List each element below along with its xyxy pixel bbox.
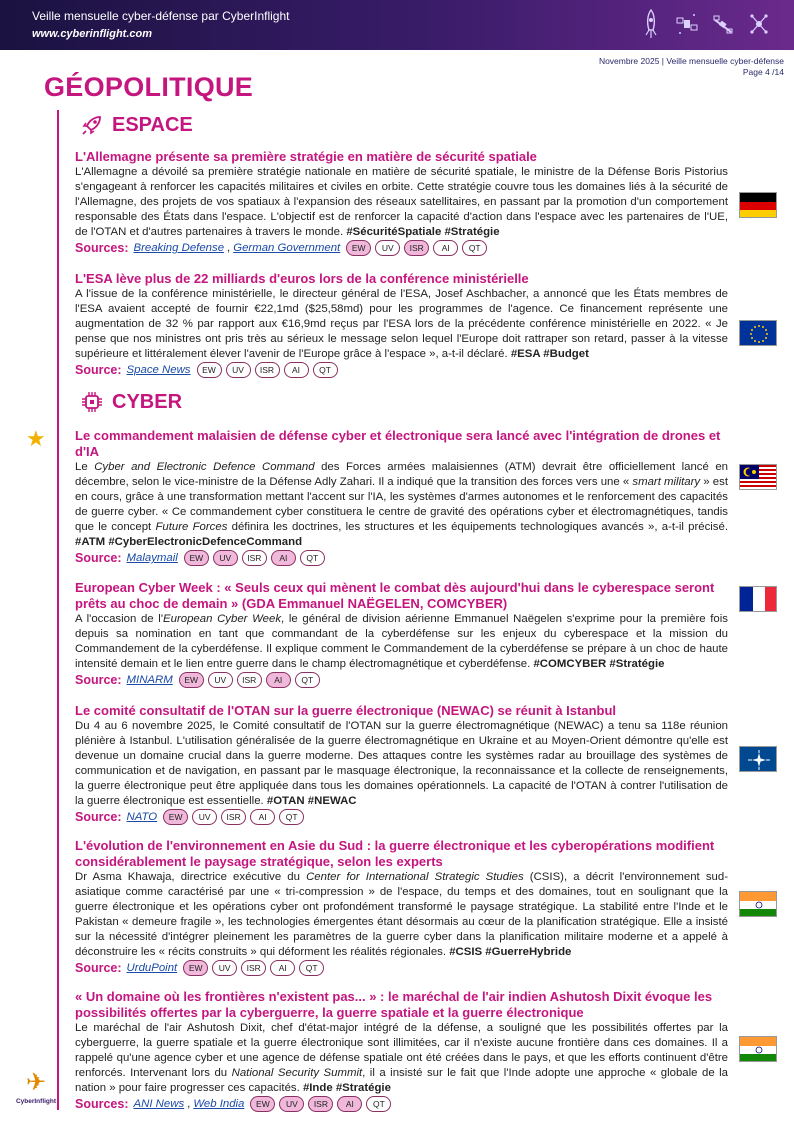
section-header-espace	[80, 113, 193, 137]
tag-ew: EW	[163, 809, 188, 825]
tag-uv: UV	[192, 809, 217, 825]
article	[75, 989, 728, 1112]
rocket-icon	[80, 113, 104, 137]
flag-malaysia	[739, 464, 777, 490]
sources-label: Sources:	[75, 241, 129, 255]
article-title: Le commandement malaisien de défense cyber et électronique sera lancé avec l'intégration de drones et d'IA	[75, 428, 721, 459]
article-sources	[75, 550, 728, 566]
tag-group	[179, 672, 320, 688]
flag-germany	[739, 192, 777, 218]
network-icon	[748, 8, 770, 40]
source-link[interactable]: Breaking Defense	[133, 242, 225, 254]
article-body: L'Allemagne a dévoilé sa première stratégie nationale en matière de sécurité spatiale, le ministre de la Défense Boris Pistorius s'engageant à renforcer les capacités militaires et civiles en orbite. Cette stratégie couvre tous les domaines liés à la sécurité de l'Allemagne, des projets de vos spatiaux à l'expansion des réseaux satellitaires, en passant par la promotion d'un comportement responsable des États dans l'espace. L'objectif est de renforcer la capacité d'action dans l'espace avec les partenaires de l'UE, de l'OTAN et d'autres partenaires à travers le monde. #SécuritéSpatiale #Stratégie	[75, 166, 728, 238]
header-title: Veille mensuelle cyber-défense par CyberInflight	[32, 9, 290, 23]
tag-qt: QT	[279, 809, 304, 825]
article-body: Le Cyber and Electronic Defence Command des Forces armées malaisiennes (ATM) devrait être officiellement lancé en décembre, selon le vice-ministre de la Défense Adly Zahari. Il a indiqué que la transition des forces vers une « smart military » est en cours, grâce à une transformation mettant l'accent sur l'IA, les systèmes d'armes autonomes et le renforcement des capacités de guerre cyber. « Ce commandement cyber constituera le centre de gravité des opérations cyber et électromagnétiques, tandis que le concept Future Forces définira les doctrines, les structures et les équipements technologiques avancés », a-t-il précisé. #ATM #CyberElectronicDefenceCommand	[75, 461, 729, 548]
tag-ew: EW	[179, 672, 204, 688]
source-link[interactable]: NATO	[126, 811, 158, 823]
tag-isr: ISR	[241, 960, 266, 976]
tag-group	[346, 240, 487, 256]
tag-ew: EW	[184, 550, 209, 566]
article-title: « Un domaine où les frontières n'existent pas... » : le maréchal de l'air indien Ashutosh Dixit évoque les possibilités offertes par la cyberguerre, la guerre spatiale et la guerre électronique	[75, 989, 713, 1020]
tag-ai: AI	[271, 550, 296, 566]
tag-qt: QT	[295, 672, 320, 688]
tag-qt: QT	[462, 240, 487, 256]
star-icon: ★	[26, 426, 46, 451]
source-link[interactable]: Web India	[193, 1098, 245, 1110]
article-body: Dr Asma Khawaja, directrice exécutive du Center for International Strategic Studies (CSIS), a décrit l'environnement sud-asiatique comme caractérisé par une « tri-compression » de l'espace, du temps et des domaines, tout en soulignant que la guerre électronique et les opérations cyber ont profondément transformé le paysage stratégique. La stabilité entre l'Inde et le Pakistan « demeure fragile », les technologies émergentes étant désormais au cœur de la planification stratégique. Elle a insisté sur la nécessité d'intégrer pleinement les paramètres de la guerre cyber dans la planification militaire moderne et a appelé à déconstruire les « récits construits » qui déforment les réalités régionales. #CSIS #GuerreHybride	[75, 871, 728, 958]
tag-qt: QT	[313, 362, 338, 378]
source-link[interactable]: MINARM	[126, 674, 173, 686]
source-link[interactable]: German Government	[233, 242, 341, 254]
header-icons	[640, 8, 770, 40]
tag-isr: ISR	[242, 550, 267, 566]
tag-ai: AI	[433, 240, 458, 256]
tag-group	[197, 362, 338, 378]
source-link[interactable]: ANI News	[133, 1098, 185, 1110]
article	[75, 428, 728, 566]
tag-uv: UV	[375, 240, 400, 256]
sources-label: Source:	[75, 673, 122, 687]
article	[75, 580, 728, 688]
tag-qt: QT	[299, 960, 324, 976]
satellite-dish-icon	[712, 8, 734, 40]
source-link[interactable]: Malaymail	[126, 552, 178, 564]
tag-uv: UV	[226, 362, 251, 378]
header-url[interactable]: www.cyberinflight.com	[32, 28, 152, 40]
article-body: A l'issue de la conférence ministérielle, le directeur général de l'ESA, Josef Aschbacher, a annoncé que les États membres de l'ESA avaient accepté de fournir €22,1md ($25,58md) pour les programmes de l'agence. Ce financement représente une augmentation de 32 % par rapport aux €16,9md reçus par l'ESA lors de la précédente conférence ministérielle en 2022. « Je pense que nos ministres ont pris très au sérieux le message selon lequel l'Europe doit rattraper son retard, passer à la vitesse supérieure et littéralement élever l'avenir de l'Europe grâce à l'espace », a-t-il déclaré. #ESA #Budget	[75, 288, 728, 360]
article	[75, 149, 728, 256]
section-header-cyber	[80, 390, 182, 414]
page-meta	[599, 56, 784, 78]
tag-ew: EW	[346, 240, 371, 256]
tag-ai: AI	[270, 960, 295, 976]
article-title: L'évolution de l'environnement en Asie du Sud : la guerre électronique et les cyberopérations modifient considérablement le paysage stratégique, selon les experts	[75, 838, 715, 869]
tag-group	[184, 550, 325, 566]
article-sources	[75, 960, 728, 976]
satellite-icon	[676, 8, 698, 40]
article-title: Le comité consultatif de l'OTAN sur la guerre électronique (NEWAC) se réunit à Istanbul	[75, 703, 616, 718]
sources-label: Source:	[75, 810, 122, 824]
article-sources	[75, 809, 728, 825]
article-sources	[75, 1096, 728, 1112]
tag-ai: AI	[284, 362, 309, 378]
article-sources	[75, 672, 728, 688]
sources-label: Sources:	[75, 1097, 129, 1111]
source-link[interactable]: Space News	[126, 364, 191, 376]
article	[75, 271, 728, 378]
flag-india	[739, 1036, 777, 1062]
source-separator: ,	[227, 242, 231, 254]
article-title: European Cyber Week : « Seuls ceux qui mènent le combat dès aujourd'hui dans le cyberespace seront prêts au choc de demain » (GDA Emmanuel NAËGELEN, COMCYBER)	[75, 580, 715, 611]
tag-uv: UV	[212, 960, 237, 976]
article-body: Du 4 au 6 novembre 2025, le Comité consultatif de l'OTAN sur la guerre électromagnétique (NEWAC) a tenu sa 118e réunion plénière à Istanbul. L'utilisation généralisée de la guerre électromagnétique en Ukraine et au Moyen-Orient démontre qu'elle est devenue un domaine crucial dans la guerre moderne. Des attaques contre les systèmes radar au brouillage des systèmes de communication et de navigation, en passant par le masquage électronique, la reconnaissance et la collecte de renseignements, la guerre électronique peut être appliquée dans tous les domaines opérationnels. La capacité de l'OTAN à contrer l'utilisation de la guerre électronique est essentielle. #OTAN #NEWAC	[75, 720, 728, 807]
article	[75, 838, 728, 976]
tag-ew: EW	[183, 960, 208, 976]
source-link[interactable]: UrduPoint	[126, 962, 178, 974]
tag-ai: AI	[337, 1096, 362, 1112]
company-logo	[14, 1068, 58, 1118]
tag-isr: ISR	[404, 240, 429, 256]
tag-qt: QT	[366, 1096, 391, 1112]
section-divider-line	[57, 110, 59, 1110]
page-title: GÉOPOLITIQUE	[44, 72, 254, 102]
tag-group	[183, 960, 324, 976]
tag-ew: EW	[250, 1096, 275, 1112]
tag-ew: EW	[197, 362, 222, 378]
logo-name: CyberInflight	[15, 1098, 57, 1105]
tag-isr: ISR	[255, 362, 280, 378]
flag-india	[739, 891, 777, 917]
sources-label: Source:	[75, 961, 122, 975]
article	[75, 703, 728, 825]
logo-mark-icon: ✈	[25, 1069, 47, 1096]
tag-ai: AI	[250, 809, 275, 825]
tag-isr: ISR	[308, 1096, 333, 1112]
tag-group	[163, 809, 304, 825]
tag-uv: UV	[208, 672, 233, 688]
article-sources	[75, 362, 728, 378]
flag-eu	[739, 320, 777, 346]
section-title-espace: ESPACE	[112, 113, 193, 136]
tag-qt: QT	[300, 550, 325, 566]
tag-uv: UV	[213, 550, 238, 566]
tag-group	[250, 1096, 391, 1112]
tag-uv: UV	[279, 1096, 304, 1112]
section-title-cyber: CYBER	[112, 390, 183, 413]
tag-isr: ISR	[221, 809, 246, 825]
article-sources	[75, 240, 728, 256]
meta-date: Novembre 2025 | Veille mensuelle cyber-défense	[598, 56, 784, 66]
chip-icon	[80, 390, 104, 414]
tag-ai: AI	[266, 672, 291, 688]
flag-france	[739, 586, 777, 612]
rocket-icon	[640, 8, 662, 40]
sources-label: Source:	[75, 363, 122, 377]
article-body: Le maréchal de l'air Ashutosh Dixit, chef d'état-major intégré de la défense, a souligné que les possibilités offertes par la cyberguerre, la guerre spatiale et la guerre électronique sont illimitées, car il n'existe aucune frontière dans ces domaines. Il a rappelé qu'une agence cyber et une agence de défense spatiale ont été créées dans le pays, et que les efforts continuent d'être renforcés. Intervenant lors du National Security Summit, il a insisté sur le fait que l'Inde adopte une approche « globale de la nation » pour faire progresser ces capacités. #Inde #Stratégie	[75, 1022, 729, 1094]
page-number: Page 4 /14	[742, 67, 784, 77]
source-separator: ,	[187, 1098, 191, 1110]
sources-label: Source:	[75, 551, 122, 565]
flag-nato	[739, 746, 777, 772]
article-title: L'Allemagne présente sa première stratégie en matière de sécurité spatiale	[75, 149, 537, 164]
article-body: A l'occasion de l'European Cyber Week, le général de division aérienne Emmanuel Naëgelen s'exprime pour la première fois depuis sa nomination en tant que commandant de la cyberdéfense sur les enjeux du cyberespace et la mission du Commandement de la cyberdéfense. Il explique comment le Commandement de la cyberdéfense se prépare à un choc de haute intensité demain et le lien entre guerre dans le champ électromagnétique et cyberdéfense. #COMCYBER #Stratégie	[75, 613, 728, 670]
page-header	[0, 0, 794, 50]
article-title: L'ESA lève plus de 22 milliards d'euros lors de la conférence ministérielle	[75, 271, 529, 286]
tag-isr: ISR	[237, 672, 262, 688]
